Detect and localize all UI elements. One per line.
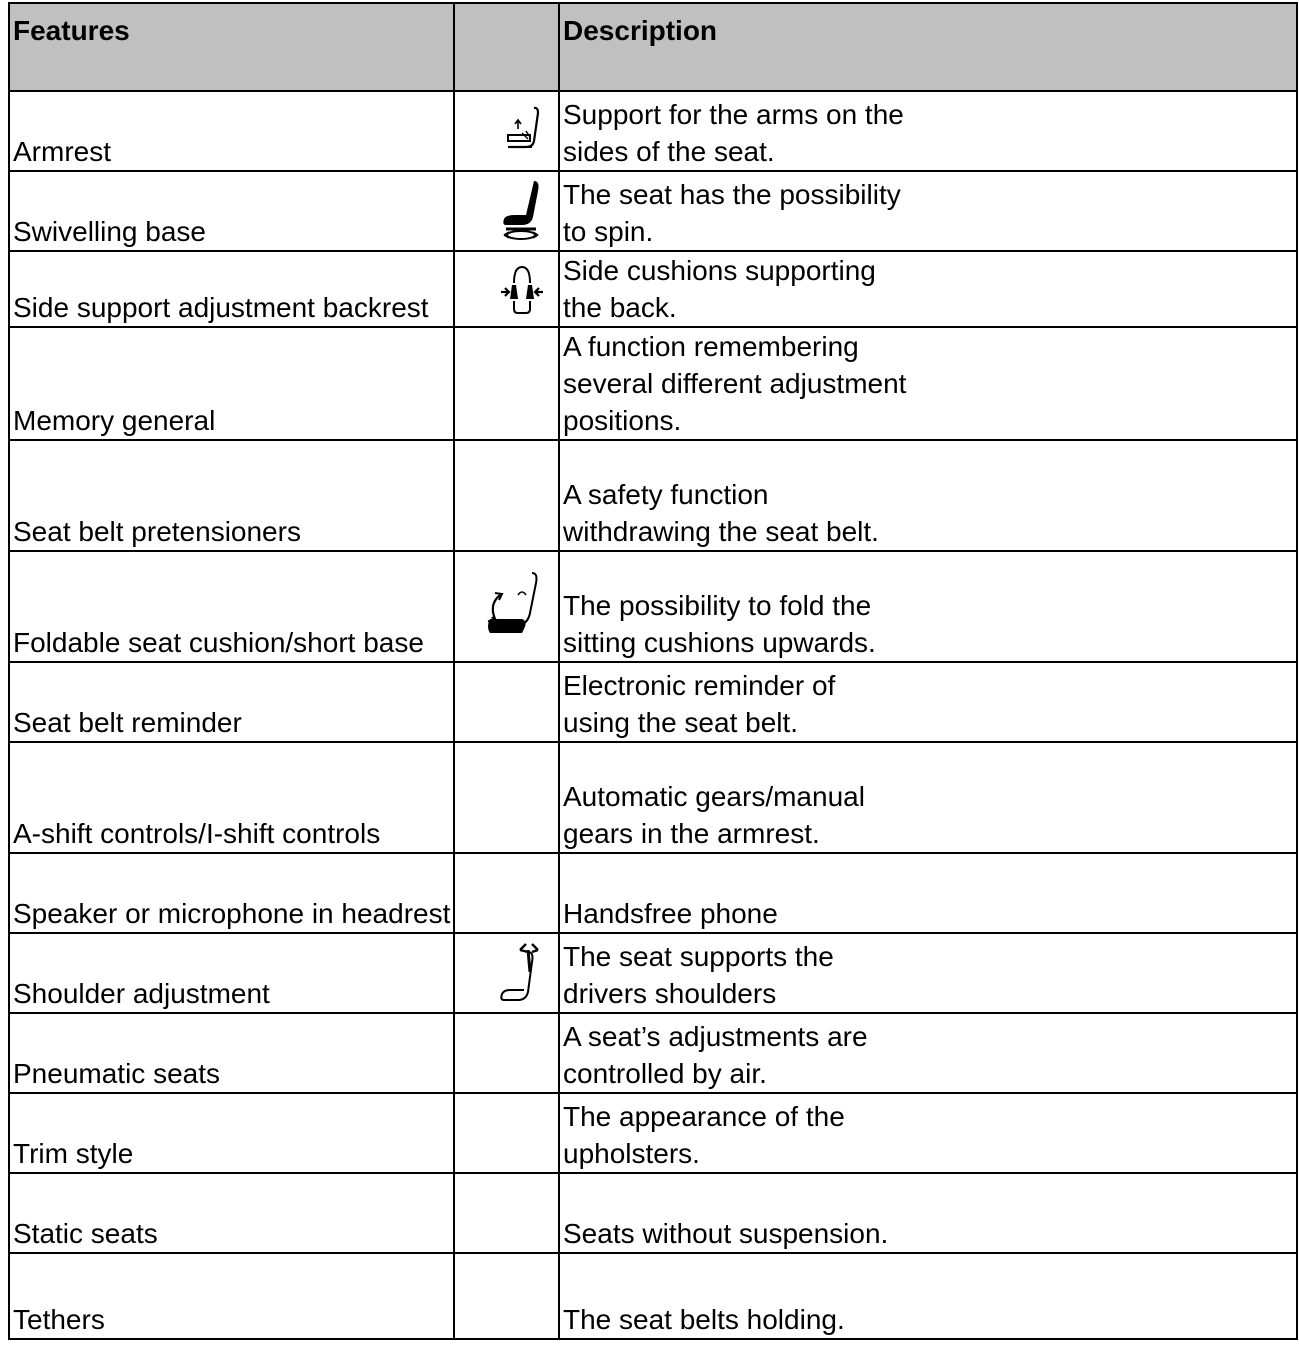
icon-cell xyxy=(454,742,559,853)
header-icon xyxy=(454,3,559,91)
feature-cell: Memory general xyxy=(9,327,454,440)
feature-cell: Seat belt pretensioners xyxy=(9,440,454,551)
icon-cell xyxy=(454,251,559,327)
table-header-row xyxy=(9,3,1297,91)
description-text: The seat has the possibility to spin. xyxy=(563,179,901,247)
feature-cell: Static seats xyxy=(9,1173,454,1253)
description-cell xyxy=(559,251,1297,327)
description-text: Automatic gears/manual gears in the armrest. xyxy=(563,781,865,849)
icon-cell xyxy=(454,1253,559,1339)
description-text: The seat belts holding. xyxy=(563,1304,845,1335)
header-features: Features xyxy=(9,3,454,91)
feature-cell: Trim style xyxy=(9,1093,454,1173)
icon-cell xyxy=(454,440,559,551)
header-description: Description xyxy=(559,3,1297,91)
feature-cell: Swivelling base xyxy=(9,171,454,251)
description-text: A seat’s adjustments are controlled by air. xyxy=(563,1021,868,1089)
table-row xyxy=(9,551,1297,662)
feature-cell: A-shift controls/I-shift controls xyxy=(9,742,454,853)
icon-cell xyxy=(454,91,559,171)
icon-cell xyxy=(454,1093,559,1173)
description-cell xyxy=(559,1173,1297,1253)
table-row xyxy=(9,1013,1297,1093)
description-cell xyxy=(559,91,1297,171)
description-cell xyxy=(559,171,1297,251)
description-cell xyxy=(559,742,1297,853)
feature-cell: Tethers xyxy=(9,1253,454,1339)
fold-cushion-icon xyxy=(482,569,544,645)
description-cell xyxy=(559,440,1297,551)
description-text: The appearance of the upholsters. xyxy=(563,1101,845,1169)
description-text: Support for the arms on the sides of the seat. xyxy=(563,99,904,167)
table-row xyxy=(9,251,1297,327)
description-text: The seat supports the drivers shoulders xyxy=(563,941,834,1009)
description-cell xyxy=(559,551,1297,662)
description-cell xyxy=(559,933,1297,1013)
description-text: A function remembering several different adjustment positions. xyxy=(563,331,907,436)
table-row xyxy=(9,171,1297,251)
icon-cell xyxy=(454,171,559,251)
description-text: A safety function withdrawing the seat belt. xyxy=(563,479,879,547)
icon-cell xyxy=(454,551,559,662)
swivel-seat-icon xyxy=(500,179,544,243)
table-row xyxy=(9,1253,1297,1339)
description-text: Handsfree phone xyxy=(563,898,778,929)
icon-cell xyxy=(454,662,559,742)
feature-cell: Armrest xyxy=(9,91,454,171)
table-row xyxy=(9,1093,1297,1173)
table-row xyxy=(9,327,1297,440)
description-cell xyxy=(559,327,1297,440)
icon-cell xyxy=(454,933,559,1013)
icon-cell xyxy=(454,327,559,440)
icon-cell xyxy=(454,853,559,933)
description-cell xyxy=(559,1253,1297,1339)
table-row xyxy=(9,662,1297,742)
table-row xyxy=(9,440,1297,551)
table-row xyxy=(9,91,1297,171)
table-row xyxy=(9,742,1297,853)
shoulder-adjust-icon xyxy=(498,940,544,1006)
table-row xyxy=(9,933,1297,1013)
features-table xyxy=(8,2,1298,1340)
armrest-seat-icon xyxy=(504,105,544,157)
feature-cell: Shoulder adjustment xyxy=(9,933,454,1013)
table-row xyxy=(9,1173,1297,1253)
description-cell xyxy=(559,1013,1297,1093)
description-text: Seats without suspension. xyxy=(563,1218,889,1249)
description-cell xyxy=(559,1093,1297,1173)
feature-cell: Side support adjustment backrest xyxy=(9,251,454,327)
description-text: The possibility to fold the sitting cushions upwards. xyxy=(563,590,876,658)
feature-cell: Speaker or microphone in headrest xyxy=(9,853,454,933)
icon-cell xyxy=(454,1013,559,1093)
feature-cell: Pneumatic seats xyxy=(9,1013,454,1093)
feature-cell: Foldable seat cushion/short base xyxy=(9,551,454,662)
description-cell xyxy=(559,662,1297,742)
feature-cell: Seat belt reminder xyxy=(9,662,454,742)
table-row xyxy=(9,853,1297,933)
description-text: Side cushions supporting the back. xyxy=(563,255,876,323)
icon-cell xyxy=(454,1173,559,1253)
side-support-icon xyxy=(500,263,544,315)
description-text: Electronic reminder of using the seat belt. xyxy=(563,670,836,738)
description-cell xyxy=(559,853,1297,933)
